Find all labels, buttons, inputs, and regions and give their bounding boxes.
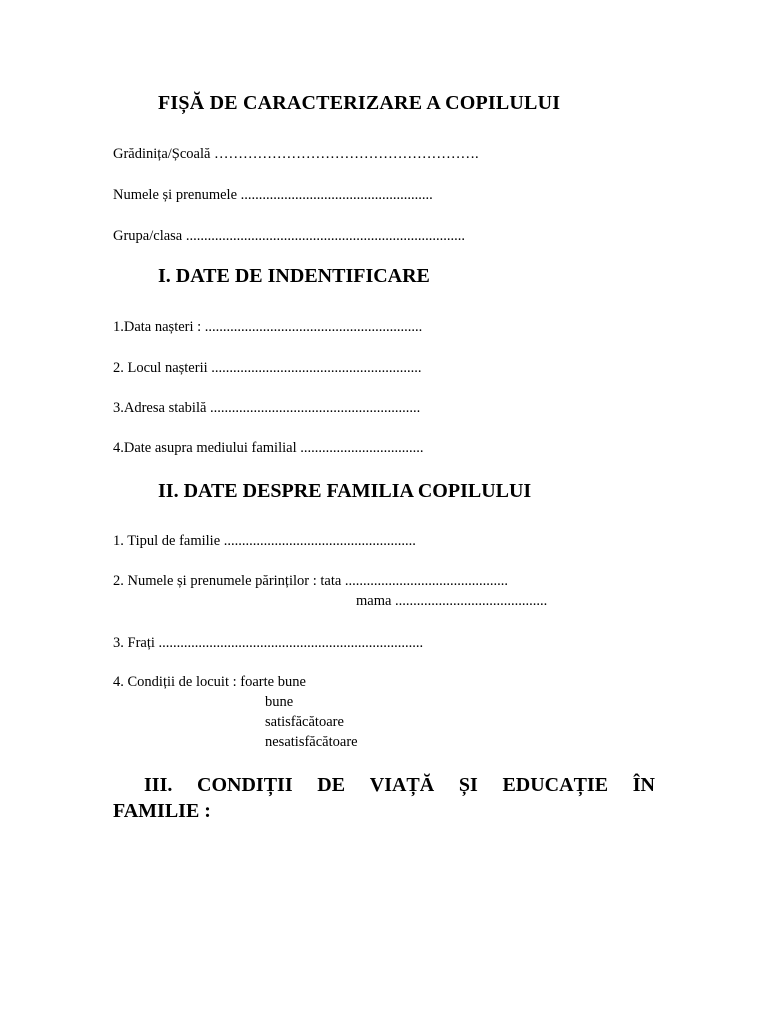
section-1-item-adresa-stabila: 3.Adresa stabilă .......................................................... bbox=[113, 400, 421, 416]
section-3-word: ȘI bbox=[458, 774, 478, 796]
section-2-item-frati: 3. Frați ......................................................................... bbox=[113, 635, 424, 651]
conditii-option-nesatisfacatoare: nesatisfăcătoare bbox=[265, 734, 358, 750]
section-3-word: EDUCAȚIE bbox=[502, 774, 609, 796]
section-3-word: ÎN bbox=[632, 774, 655, 796]
section-2-item-parinti-tata: 2. Numele și prenumele părinților : tata ............................................. bbox=[113, 573, 509, 589]
section-3-word: DE bbox=[317, 774, 346, 796]
section-1-item-data-nasteri: 1.Data nașteri : ............................................................ bbox=[113, 319, 423, 335]
section-1-item-mediul-familial: 4.Date asupra mediului familial .................................. bbox=[113, 440, 424, 456]
field-grupa-clasa: Grupa/clasa ............................................................................. bbox=[113, 228, 465, 244]
document-title: FIȘĂ DE CARACTERIZARE A COPILULUI bbox=[158, 92, 561, 114]
section-2-item-parinti-mama: mama .......................................... bbox=[356, 593, 548, 609]
section-3-word: III. bbox=[144, 774, 173, 796]
section-3-title bbox=[113, 772, 655, 824]
section-1-item-locul-nasterii: 2. Locul nașterii .......................................................... bbox=[113, 360, 422, 376]
section-2-item-tipul-familie: 1. Tipul de familie ..................................................... bbox=[113, 533, 416, 549]
field-gradinita-scoala: Grădinița/Școală ………………………………………………. bbox=[113, 146, 479, 162]
conditii-option-satisfacatoare: satisfăcătoare bbox=[265, 714, 344, 730]
section-3-word: VIAȚĂ bbox=[369, 774, 435, 796]
section-3-title-line-1 bbox=[113, 772, 655, 798]
section-1-title: I. DATE DE INDENTIFICARE bbox=[158, 265, 430, 287]
section-2-item-conditii-locuit: 4. Condiții de locuit : foarte bune bbox=[113, 674, 306, 690]
conditii-option-bune: bune bbox=[265, 694, 294, 710]
field-numele-prenumele: Numele și prenumele ..................................................... bbox=[113, 187, 433, 203]
section-3-title-line-2: FAMILIE : bbox=[113, 800, 211, 822]
section-2-title: II. DATE DESPRE FAMILIA COPILULUI bbox=[158, 480, 532, 502]
section-3-word: CONDIȚII bbox=[197, 774, 293, 796]
